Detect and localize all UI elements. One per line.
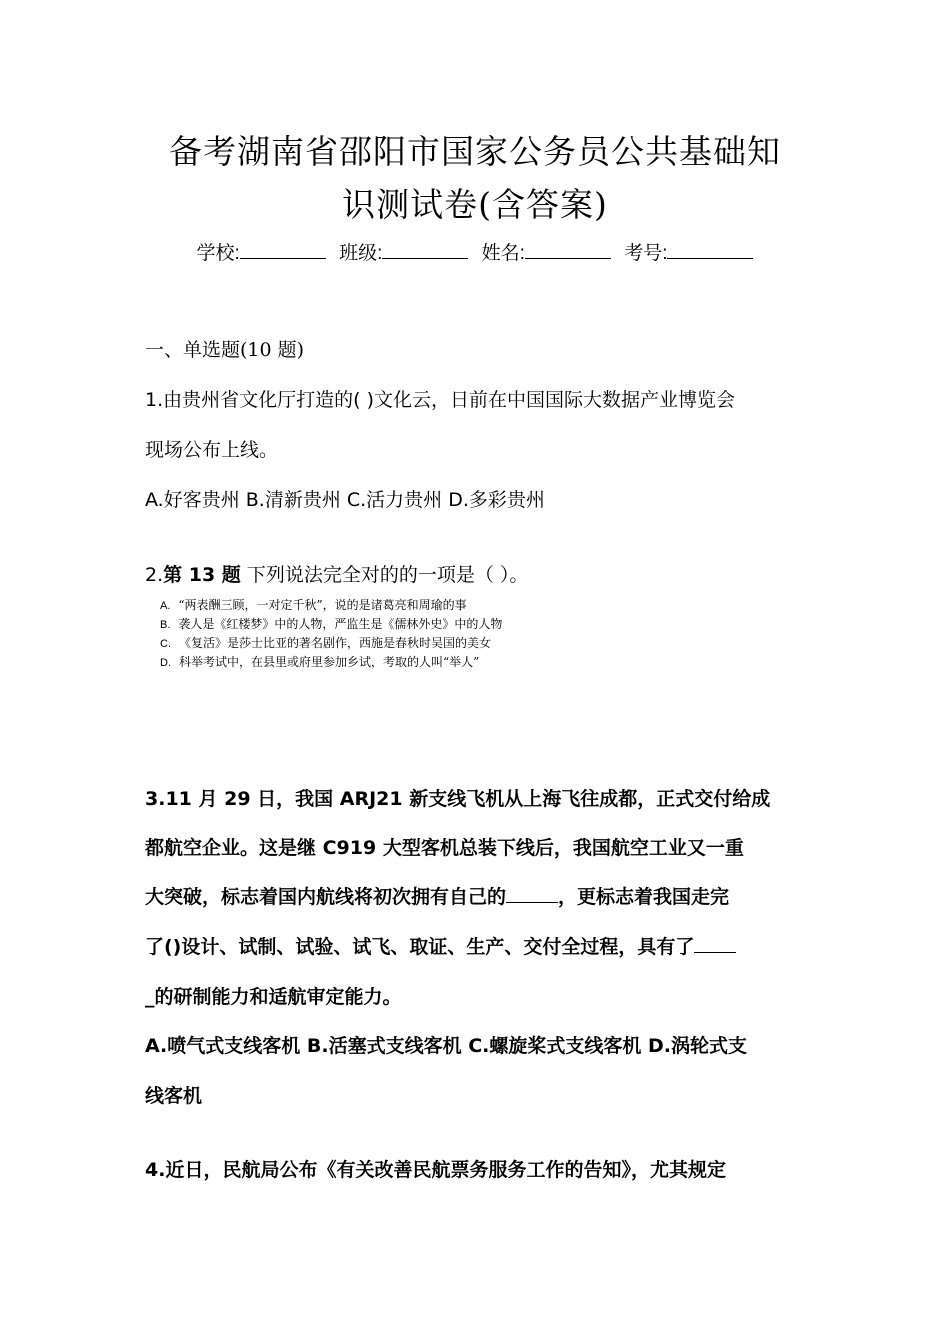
q3-blank-2 [694, 936, 736, 953]
q3-stem-line1: 3.11 月 29 日，我国 ARJ21 新支线飞机从上海飞往成都，正式交付给成 [145, 788, 771, 810]
q3-stem-line3: 大突破，标志着国内航线将初次拥有自己的 ，更标志着我国走完 [145, 886, 730, 908]
q1-stem-line2: 现场公布上线。 [145, 439, 279, 461]
exam-number-blank [667, 240, 753, 259]
exam-number-field [624, 243, 753, 264]
q2-bold-label: 第 13 题 [163, 564, 241, 586]
q2-option-d: D. 科举考试中，在县里或府里参加乡试，考取的人叫“举人” [160, 655, 480, 669]
q3-options-line2: 线客机 [145, 1085, 203, 1107]
document-title-line1: 备考湖南省邵阳市国家公务员公共基础知 [169, 132, 781, 171]
q2-stem-text: 下列说法完全对的的一项是（ ）。 [240, 564, 529, 586]
q2-stem [145, 562, 810, 588]
class-blank [382, 240, 468, 259]
name-blank [525, 240, 611, 259]
class-field [339, 243, 468, 264]
q2-option-b: B. 袭人是《红楼梦》中的人物，严监生是《儒林外史》中的人物 [160, 617, 503, 631]
q2-option-a: A. “两表酬三顾，一对定千秋”，说的是诸葛亮和周瑜的事 [160, 598, 467, 612]
q3-stem-line4: 了()设计、试制、试验、试飞、取证、生产、交付全过程，具有了 [145, 934, 810, 960]
exam-number-label: 考号: [624, 243, 668, 264]
q1-stem-line1: 1.由贵州省文化厅打造的( )文化云，日前在中国国际大数据产业博览会 [145, 389, 735, 411]
document-title-line2: 识测试卷(含答案) [342, 185, 608, 224]
name-label: 姓名: [481, 243, 525, 264]
q4-stem-line1: 4.近日，民航局公布《有关改善民航票务服务工作的告知》，尤其规定 [145, 1159, 726, 1181]
q3-options-line1: A.喷气式支线客机 B.活塞式支线客机 C.螺旋桨式支线客机 D.涡轮式支 [145, 1035, 747, 1057]
q3-blank-1 [506, 886, 558, 903]
q2-option-c: C. 《复活》是莎士比亚的著名剧作，西施是春秋时吴国的美女 [160, 636, 492, 650]
section-heading: 一、单选题(10 题) [145, 339, 305, 361]
q3-stem-line2: 都航空企业。这是继 C919 大型客机总装下线后，我国航空工业又一重 [145, 837, 744, 859]
class-label: 班级: [339, 243, 383, 264]
school-field [197, 243, 326, 264]
q3-stem-line5: _的研制能力和适航审定能力。 [145, 986, 402, 1008]
school-label: 学校: [196, 243, 240, 264]
q2-number: 2. [145, 564, 164, 586]
q1-options: A.好客贵州 B.清新贵州 C.活力贵州 D.多彩贵州 [145, 489, 545, 511]
student-info-row [0, 238, 950, 265]
name-field [482, 243, 611, 264]
school-blank [240, 240, 326, 259]
